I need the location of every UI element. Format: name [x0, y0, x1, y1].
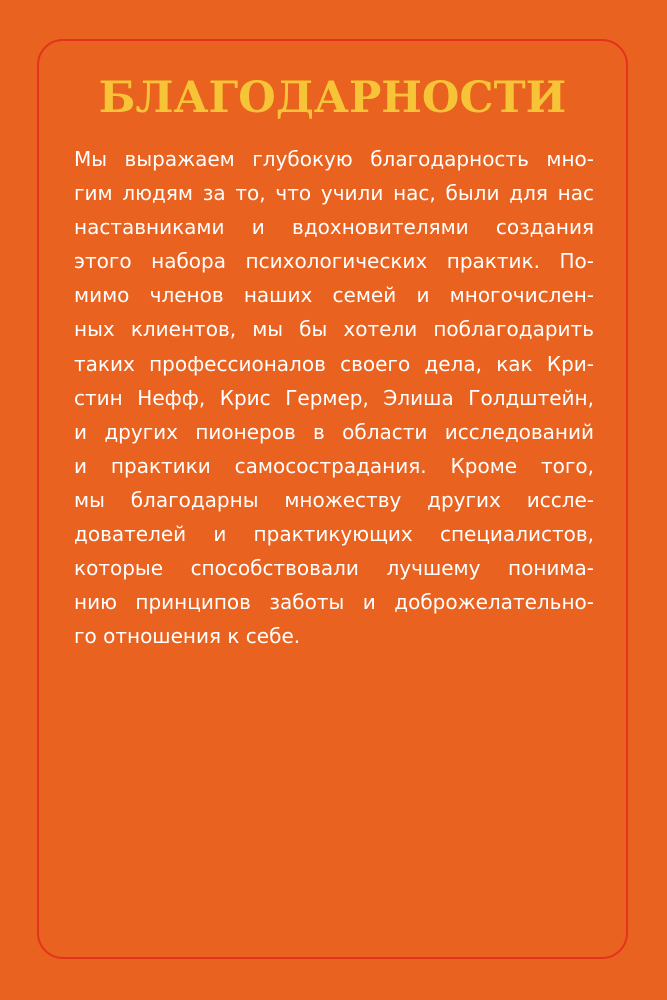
text-line: таких профессионалов своего дела, как Кри- [74, 351, 594, 376]
text-line: ных клиентов, мы бы хотели поблагодарить [74, 317, 594, 342]
text-line: мы благодарны множеству других иссле- [74, 487, 594, 512]
text-line: которые способствовали лучшему понима- [74, 556, 594, 581]
text-line: нию принципов заботы и доброжелательно- [74, 590, 594, 615]
text-line: Мы выражаем глубокую благодарность мно- [74, 147, 594, 171]
text-line: этого набора психологических практик. По- [74, 249, 594, 274]
text-line: наставниками и вдохновителями создания [74, 215, 594, 240]
text-line: го отношения к себе. [74, 624, 301, 649]
text-line: и практики самосострадания. Кроме того, [74, 453, 594, 478]
text-line: дователей и практикующих специалистов, [74, 522, 594, 547]
text-line: гим людям за то, что учили нас, были для нас [74, 181, 594, 206]
acknowledgements-text [74, 142, 594, 653]
page-title: БЛАГОДАРНОСТИ [98, 73, 567, 123]
text-line: стин Нефф, Крис Гермер, Элиша Голдштейн, [74, 385, 594, 410]
text-line: и других пионеров в области исследований [74, 419, 594, 444]
text-line: мимо членов наших семей и многочислен- [74, 283, 594, 308]
